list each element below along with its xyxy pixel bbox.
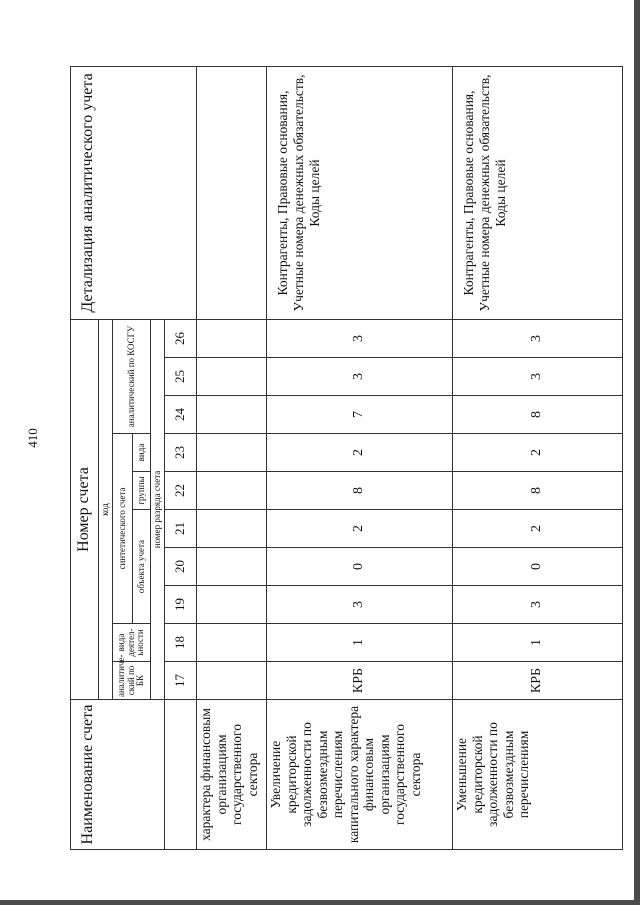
row-3-cell: 8 bbox=[453, 396, 623, 434]
row-1-cell bbox=[197, 396, 267, 434]
row-1-cell bbox=[197, 624, 267, 662]
row-2-cell: 0 bbox=[267, 548, 453, 586]
digit-17: 17 bbox=[165, 662, 197, 700]
row-3-cell: 1 bbox=[453, 624, 623, 662]
header-group: группы bbox=[133, 472, 151, 510]
accounts-table bbox=[70, 66, 623, 850]
row-3-cell: 3 bbox=[453, 319, 623, 357]
digit-26: 26 bbox=[165, 319, 197, 357]
row-2-cell: 1 bbox=[267, 624, 453, 662]
row-2-cell: 8 bbox=[267, 472, 453, 510]
header-digit-number: номер разряда счета bbox=[151, 319, 165, 699]
row-2-cell: 2 bbox=[267, 434, 453, 472]
rotated-table-container bbox=[70, 67, 622, 850]
row-1-cell bbox=[197, 358, 267, 396]
digit-18: 18 bbox=[165, 624, 197, 662]
row-2-detail: Контрагенты, Правовые основания, Учетные номера денежных обязательств, Коды целей bbox=[267, 66, 453, 319]
row-1-cell bbox=[197, 586, 267, 624]
header-account-name: Наименование счета bbox=[71, 700, 165, 850]
row-1-cell bbox=[197, 319, 267, 357]
header-kind: вида bbox=[133, 434, 151, 472]
header-name-blank bbox=[165, 700, 197, 850]
page-number: 410 bbox=[25, 428, 40, 448]
table-row bbox=[197, 66, 267, 849]
row-1-cell bbox=[197, 434, 267, 472]
row-2-cell: 3 bbox=[267, 319, 453, 357]
row-3-cell: 3 bbox=[453, 358, 623, 396]
header-code: код bbox=[99, 319, 113, 699]
header-object: объекта учета bbox=[133, 510, 151, 624]
row-3-cell: 8 bbox=[453, 472, 623, 510]
table-row bbox=[453, 66, 623, 849]
digit-25: 25 bbox=[165, 358, 197, 396]
row-2-cell: 3 bbox=[267, 358, 453, 396]
row-3-cell: 3 bbox=[453, 586, 623, 624]
digit-23: 23 bbox=[165, 434, 197, 472]
row-2-cell: КРБ bbox=[267, 662, 453, 700]
row-2-cell: 3 bbox=[267, 586, 453, 624]
header-synthetic-account: синтетического счета bbox=[113, 434, 133, 624]
digit-22: 22 bbox=[165, 472, 197, 510]
scan-edge-right bbox=[634, 0, 640, 905]
row-2-name: Увеличение кредиторской задолженности по безвозмездным перечислениям капитального характера финансовым организациям государственного сектора bbox=[267, 700, 453, 850]
row-1-name: характера финансовым организациям государственного сектора bbox=[197, 700, 267, 850]
digit-20: 20 bbox=[165, 548, 197, 586]
row-1-cell bbox=[197, 548, 267, 586]
row-3-cell: КРБ bbox=[453, 662, 623, 700]
header-analytic-kosgu: аналитический по КОСГУ bbox=[113, 319, 151, 433]
row-1-cell bbox=[197, 662, 267, 700]
row-3-detail: Контрагенты, Правовые основания, Учетные номера денежных обязательств, Коды целей bbox=[453, 66, 623, 319]
table-row bbox=[267, 66, 453, 849]
row-3-cell: 0 bbox=[453, 548, 623, 586]
row-2-cell: 7 bbox=[267, 396, 453, 434]
header-account-number: Номер счета bbox=[71, 319, 99, 699]
row-3-cell: 2 bbox=[453, 434, 623, 472]
row-3-name: Уменьшение кредиторской задолженности по безвозмездным перечислениям bbox=[453, 700, 623, 850]
header-activity-type: вида деятельности bbox=[113, 624, 151, 662]
header-analytic-bk: аналитический по БК bbox=[113, 662, 151, 700]
row-3-cell: 2 bbox=[453, 510, 623, 548]
row-1-detail bbox=[197, 66, 267, 319]
row-1-cell bbox=[197, 510, 267, 548]
digit-19: 19 bbox=[165, 586, 197, 624]
digit-24: 24 bbox=[165, 396, 197, 434]
header-analytic-detail: Детализация аналитического учета bbox=[71, 66, 197, 319]
scan-edge-bottom bbox=[0, 900, 640, 905]
digit-21: 21 bbox=[165, 510, 197, 548]
row-1-cell bbox=[197, 472, 267, 510]
row-2-cell: 2 bbox=[267, 510, 453, 548]
